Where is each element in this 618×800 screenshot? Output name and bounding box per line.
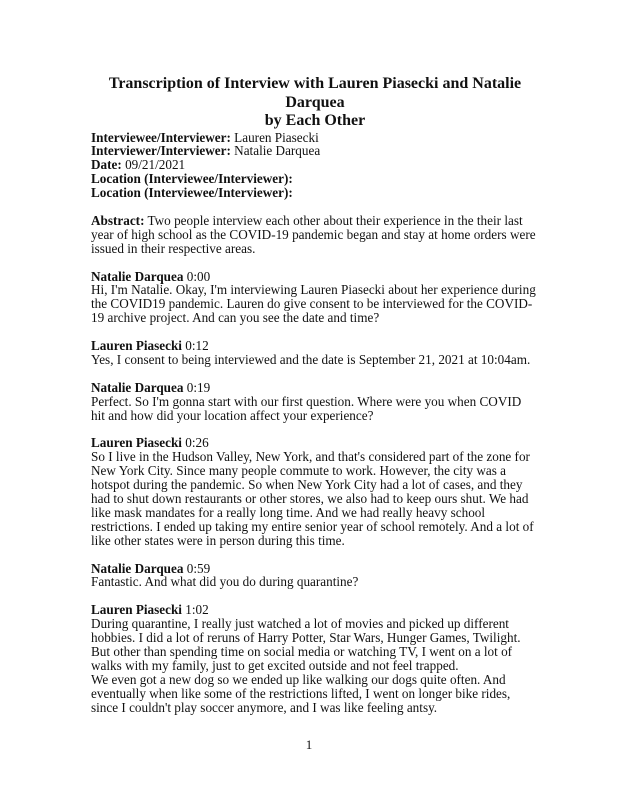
transcript-entry [91,603,536,714]
timestamp: 0:00 [183,268,211,284]
timestamp: 0:19 [183,379,211,395]
transcript-entry [91,562,536,590]
abstract-label: Abstract: [91,212,145,228]
entry-text: Yes, I consent to being interviewed and the date is September 21, 2021 at 10:04am. [91,351,531,367]
spacer [91,325,536,339]
spacer [91,367,536,381]
title-line-2: by Each Other [264,112,366,129]
metadata-block [91,131,536,201]
transcript-entry [91,381,536,423]
transcript-entry [91,339,536,367]
speaker-name: Natalie Darquea [91,379,184,395]
meta-label: Location (Interviewee/Interviewer): [91,171,293,187]
meta-interviewee [91,131,536,145]
timestamp: 0:12 [181,338,209,354]
abstract [91,214,536,256]
spacer [91,548,536,562]
timestamp: 0:26 [181,435,209,451]
entry-text: Fantastic. And what did you do during quarantine? [91,574,359,590]
timestamp: 1:02 [181,602,209,618]
meta-label: Interviewee/Interviewer: [91,129,231,145]
entry-text: Hi, I'm Natalie. Okay, I'm interviewing Lauren Piasecki about her experience during the COVID19 pandemic. Lauren do give consent to be interviewed for the COVID-19 archive project. And can you see the date and time? [91,282,536,326]
spacer [91,256,536,270]
meta-date [91,158,536,172]
spacer [91,589,536,603]
speaker-name: Lauren Piasecki [91,435,182,451]
meta-label: Location (Interviewee/Interviewer): [91,185,293,201]
spacer [91,422,536,436]
entry-text: During quarantine, I really just watched a lot of movies and picked up different hobbies. I did a lot of reruns of Harry Potter, Star Wars, Hunger Games, Twilight. But other than spending time on social media or watching TV, I went on a lot of walks with my family, just to get excited outside and not feel trapped. We even got a new dog so we ended up like walking our dogs quite often. And eventually when like some of the restrictions lifted, I went on longer bike rides, since I couldn't play soccer anymore, and I was like feeling antsy. [91,616,521,715]
entry-text: So I live in the Hudson Valley, New York, and that's considered part of the zone for New York City. Since many people commute to work. However, the city was a hotspot during the pandemic. So when New York City had a lot of cases, and they had to shut down restaurants or other stores, we also had to keep ours shut. We had like mask mandates for a really long time. And we had really heavy school restrictions. I ended up taking my entire senior year of school remotely. And a lot of like other states were in person during this time. [91,449,534,548]
document-body [91,75,536,714]
meta-label: Interviewer/Interviewer: [91,143,231,159]
meta-location-1 [91,172,536,186]
meta-label: Date: [91,157,122,173]
speaker-name: Natalie Darquea [91,560,184,576]
abstract-text: Two people interview each other about their experience in the their last year of high school as the COVID-19 pandemic began and stay at home orders were issued in their respective areas. [91,212,536,256]
document-title [85,75,545,131]
title-line-1: Transcription of Interview with Lauren Piasecki and Natalie Darquea [108,75,522,111]
meta-value: Lauren Piasecki [230,129,319,145]
speaker-name: Natalie Darquea [91,268,184,284]
entry-text: Perfect. So I'm gonna start with our first question. Where were you when COVID hit and how did your location affect your experience? [91,393,522,423]
page-number: 1 [305,737,313,752]
meta-value: 09/21/2021 [121,157,186,173]
transcript-entry [91,436,536,547]
spacer [91,200,536,214]
transcript-entry [91,270,536,326]
meta-value: Natalie Darquea [230,143,321,159]
speaker-name: Lauren Piasecki [91,338,182,354]
timestamp: 0:59 [183,560,211,576]
meta-interviewer [91,144,536,158]
speaker-name: Lauren Piasecki [91,602,182,618]
meta-location-2 [91,186,536,200]
